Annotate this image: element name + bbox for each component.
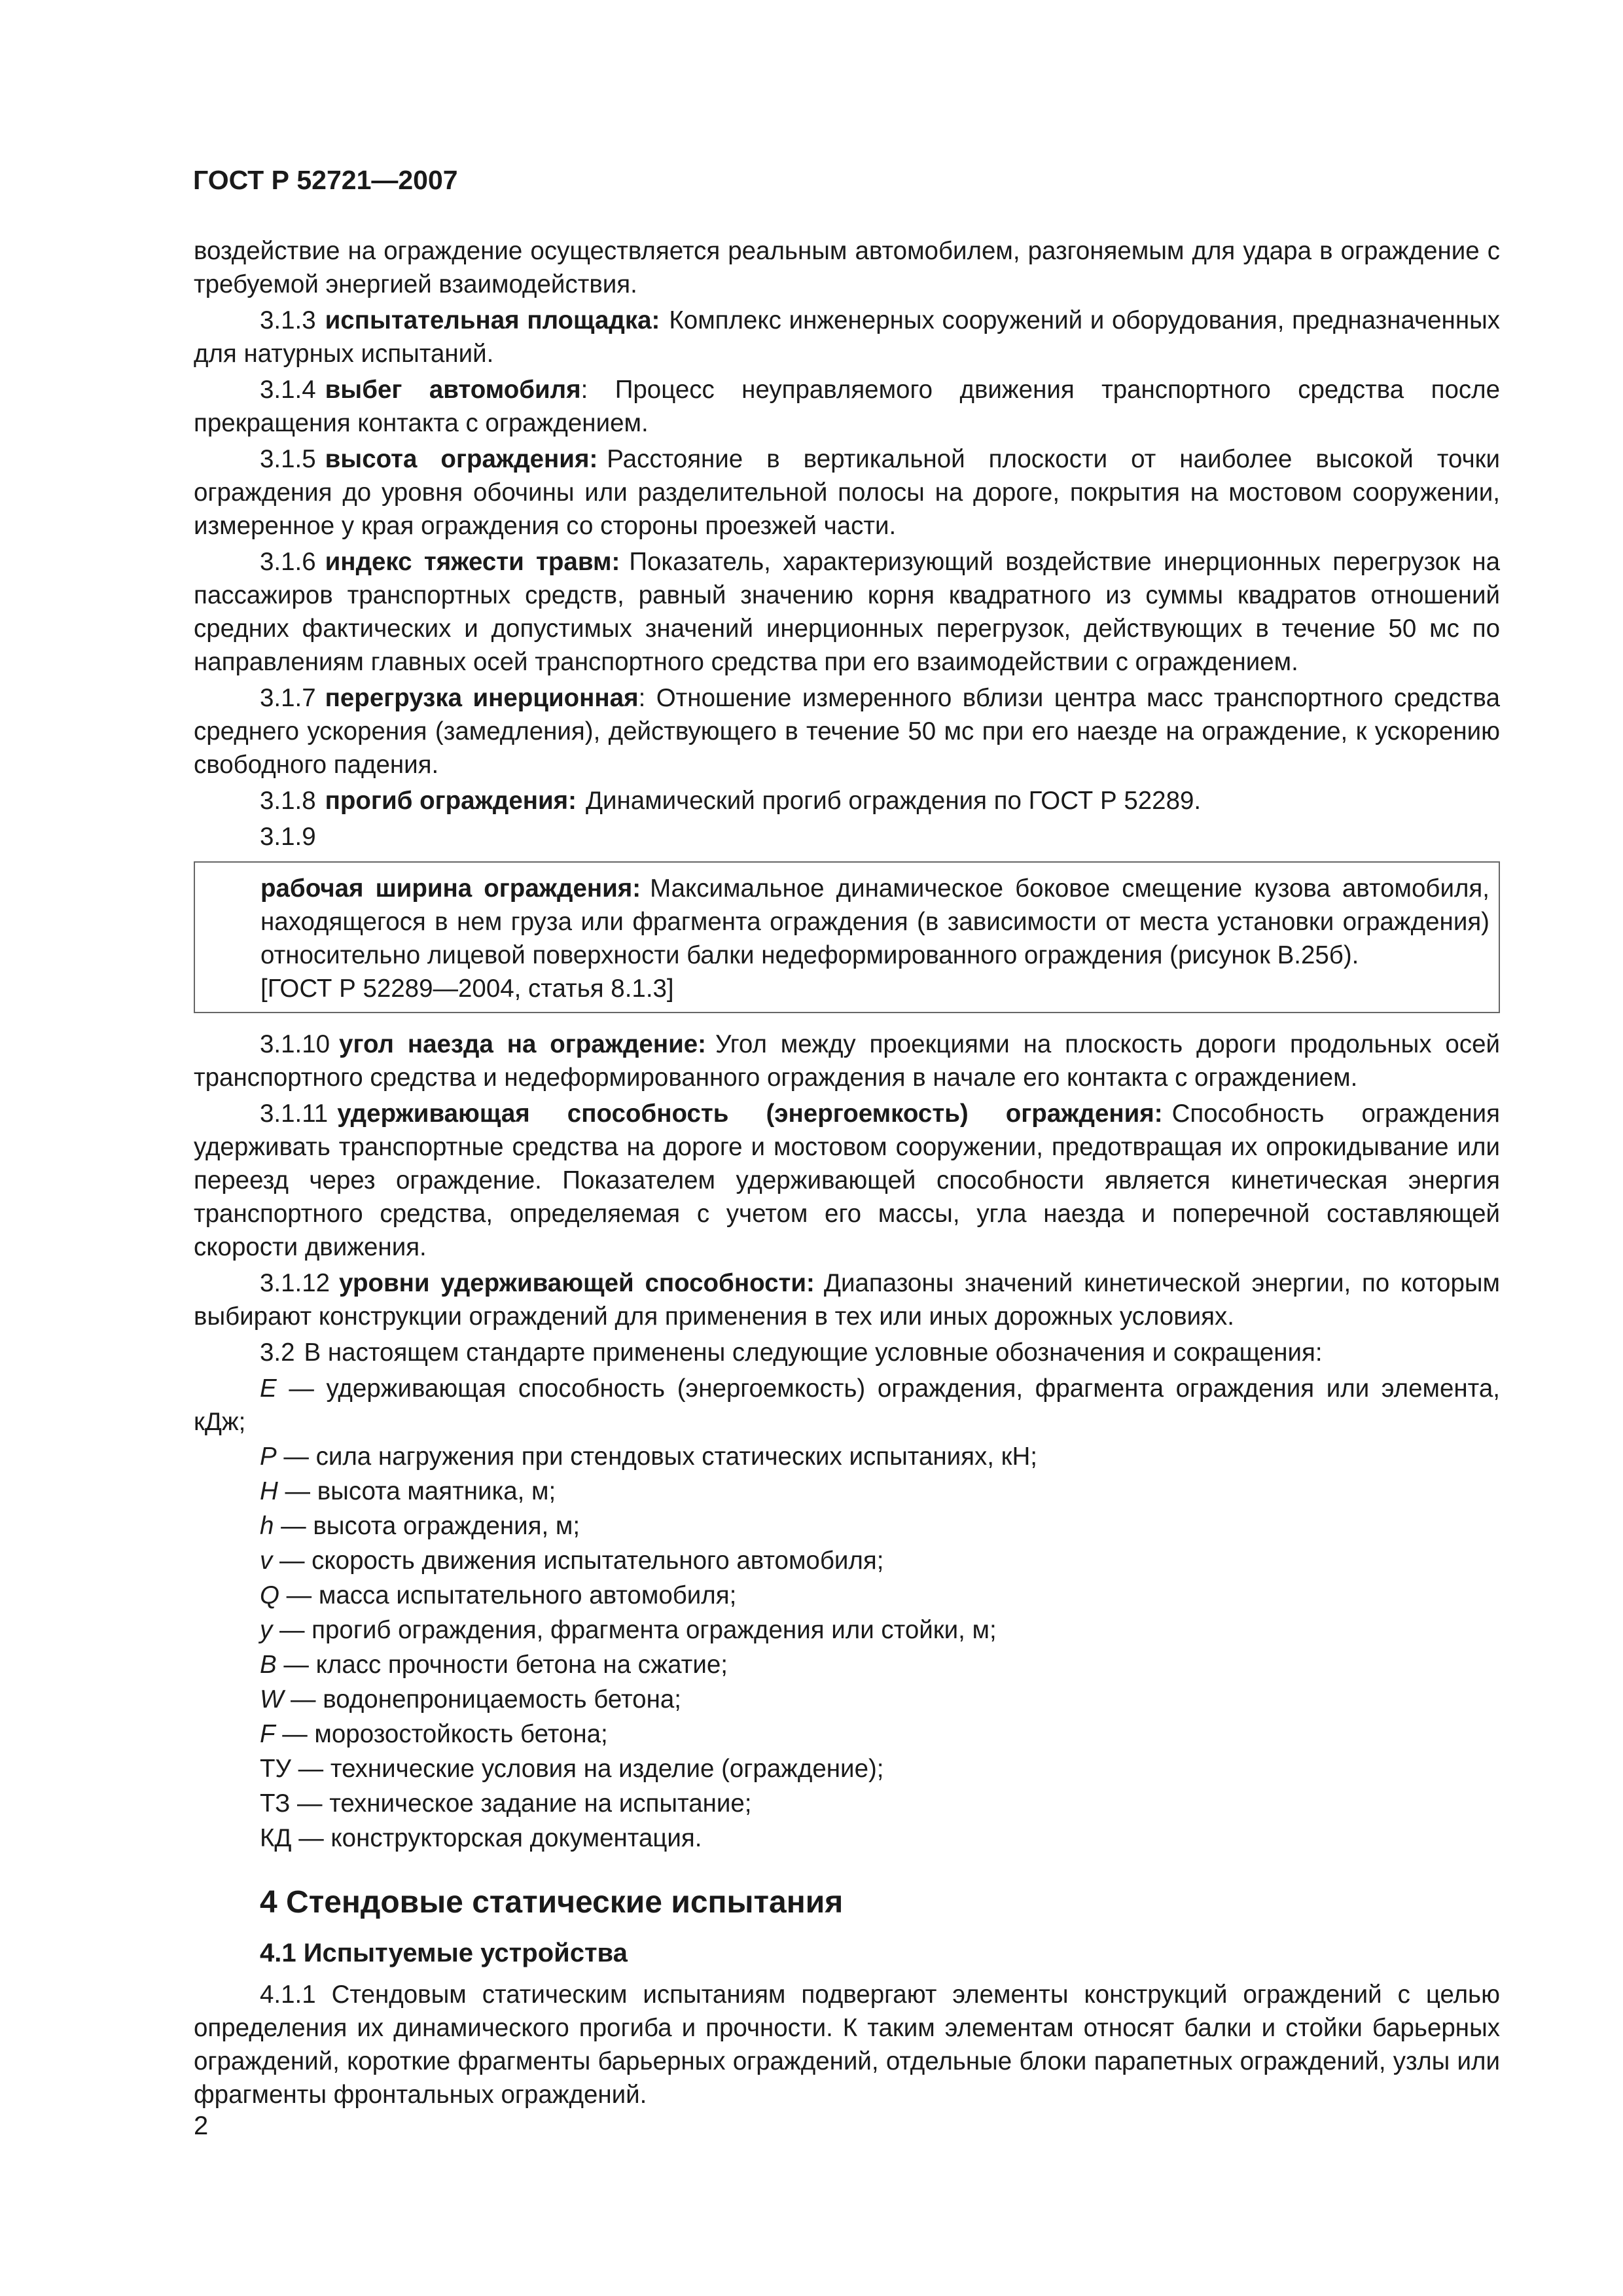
symbol: v [260,1547,273,1575]
clause-number: 3.1.9 [260,823,316,851]
clause-text: В настоящем стандарте применены следующие условные обозначения и сокращения: [304,1338,1323,1367]
symbol-item [194,1544,1500,1577]
symbol-text: — водонепроницаемость бетона; [283,1685,681,1713]
symbol: E [260,1374,277,1403]
symbol-item [194,1475,1500,1508]
definition-text: Показатель, характеризующий воздействие инерционных перегрузок на пассажиров транспортных средств, равный значению корня квадратного из суммы квадратов отношений средних фактических и допустимых значений инерционных перегрузок, действующих в течение 50 мс по направлениям главных осей транспортного средства при его взаимодействии с ограждением. [194,548,1500,676]
definition-text: Угол между проекциями на плоскость дороги продольных осей транспортного средства и недеформированного ограждения в начале его контакта с ограждением. [194,1030,1501,1092]
clause-4-1-1: 4.1.1 Стендовым статическим испытаниям подвергают элементы конструкций ограждений с целью определения их динамического прогиба и прочности. К таким элементам относят балки и стойки барьерных ограждений, короткие фрагменты барьерных ограждений, отдельные блоки парапетных ограждений, узлы или фрагменты фронтальных ограждений. [194,1981,1500,2109]
definition-3-1-6 [194,545,1500,679]
symbol: H [260,1477,278,1505]
symbol-text: — прогиб ограждения, фрагмента ограждения или стойки, м; [272,1616,997,1644]
term: индекс тяжести травм: [325,548,620,576]
term: угол наезда на ограждение: [339,1030,706,1058]
page-number: 2 [194,2111,209,2140]
clause-3-2 [194,1336,1500,1369]
abbreviation-item [194,1787,1500,1820]
clause-number: 3.2 [260,1338,295,1367]
term: прогиб ограждения: [325,787,577,815]
definition-text: : Отношение измеренного вблизи центра масс транспортного средства среднего ускорения (замедления), действующего в течение 50 мс при его наезде на ограждение, к ускорению свободного падения. [194,684,1500,779]
definition-3-1-3 [194,304,1500,370]
clause-number: 3.1.4 [260,376,316,404]
definition-text: Максимальное динамическое боковое смещение кузова автомобиля, находящегося в нем груза или фрагмента ограждения (в зависимости от места установки ограждения) относительно лицевой поверхности балки недеформированного ограждения (рисунок В.25б). [260,874,1489,969]
definition-text: Диапазоны значений кинетической энергии, по которым выбирают конструкции ограждений для применения в тех или иных дорожных условиях. [194,1269,1501,1331]
definition-text: Комплекс инженерных сооружений и оборудования, предназначенных для натурных испытаний. [194,306,1500,368]
symbol: y [260,1616,273,1644]
quoted-definition-box [194,861,1500,1013]
abbreviation-text: КД — конструкторская документация. [260,1824,702,1852]
source-reference: [ГОСТ Р 52289—2004, статья 8.1.3] [260,975,674,1003]
definition-3-1-12 [194,1266,1500,1333]
term: перегрузка инерционная [325,684,639,712]
clause-number: 3.1.6 [260,548,316,576]
definition-3-1-9 [194,820,1500,853]
symbol-item [194,1613,1500,1647]
definition-3-1-8 [194,784,1500,817]
clause-number: 3.1.7 [260,684,316,712]
symbol: h [260,1512,274,1540]
abbreviation-item [194,1752,1500,1785]
symbol-text: — скорость движения испытательного автомобиля; [272,1547,884,1575]
definition-text: Способность ограждения удерживать транспортные средства на дороге и мостовом сооружении, предотвращая их опрокидывание или переезд через ограждение. Показателем удерживающей способности является кинетическая энергия транспортного средства, определяемая с учетом его массы, угла наезда и поперечной составляющей скорости движения. [194,1100,1501,1261]
symbol-list [194,1372,1500,1855]
clause-number: 3.1.8 [260,787,316,815]
symbol-item [194,1717,1500,1751]
abbreviation-item [194,1821,1500,1855]
symbol-text: — масса испытательного автомобиля; [279,1581,737,1609]
definition-text: : Процесс неуправляемого движения транспортного средства после прекращения контакта с ограждением. [194,376,1500,437]
clause-number: 3.1.5 [260,445,316,473]
term: высота ограждения: [325,445,598,473]
paragraph-continuation: воздействие на ограждение осуществляется реальным автомобилем, разгоняемым для удара в ограждение с требуемой энергией взаимодействия. [194,237,1500,298]
symbol-item [194,1683,1500,1716]
symbol: F [260,1720,276,1748]
symbol-text: — высота маятника, м; [277,1477,556,1505]
symbol-item [194,1579,1500,1612]
symbol-item [194,1440,1500,1473]
clause-number: 3.1.11 [260,1100,329,1128]
symbol-text: — морозостойкость бетона; [275,1720,608,1748]
symbol-text: — сила нагружения при стендовых статических испытаниях, кН; [276,1443,1037,1471]
symbol-item [194,1372,1500,1439]
symbol-item [194,1648,1500,1681]
symbol-text: — класс прочности бетона на сжатие; [276,1651,728,1679]
clause-number: 3.1.12 [260,1269,330,1297]
subsection-heading: 4.1 Испытуемые устройства [260,1939,628,1967]
quoted-definition [260,872,1489,972]
clause-number: 3.1.3 [260,306,316,334]
term: рабочая ширина ограждения: [260,874,641,903]
symbol: P [260,1443,277,1471]
section-heading: 4 Стендовые статические испытания [260,1885,844,1920]
definition-3-1-11 [194,1097,1500,1264]
definition-text: Расстояние в вертикальной плоскости от наиболее высокой точки ограждения до уровня обочины или разделительной полосы на дороге, покрытия на мостовом сооружении, измеренное у края ограждения со стороны проезжей части. [194,445,1500,540]
definition-text: Динамический прогиб ограждения по ГОСТ Р 52289. [585,787,1202,815]
document-header: ГОСТ Р 52721—2007 [193,165,458,195]
symbol-item [194,1509,1500,1543]
abbreviation-text: ТУ — технические условия на изделие (ограждение); [260,1755,884,1783]
symbol: B [260,1651,277,1679]
definition-3-1-10 [194,1028,1500,1094]
document-body [194,234,1500,2114]
term: удерживающая способность (энергоемкость) ограждения: [337,1100,1163,1128]
definition-3-1-5 [194,442,1500,543]
definition-3-1-7 [194,681,1500,781]
symbol-text: — удерживающая способность (энергоемкость) ограждения, фрагмента ограждения или элемента, кДж; [194,1374,1500,1436]
clause-number: 3.1.10 [260,1030,330,1058]
term: испытательная площадка: [325,306,660,334]
symbol-text: — высота ограждения, м; [274,1512,580,1540]
term: выбег автомобиля [325,376,581,404]
term: уровни удерживающей способности: [339,1269,815,1297]
abbreviation-text: ТЗ — техническое задание на испытание; [260,1789,752,1818]
symbol: W [260,1685,284,1713]
definition-3-1-4 [194,373,1500,440]
symbol: Q [260,1581,279,1609]
